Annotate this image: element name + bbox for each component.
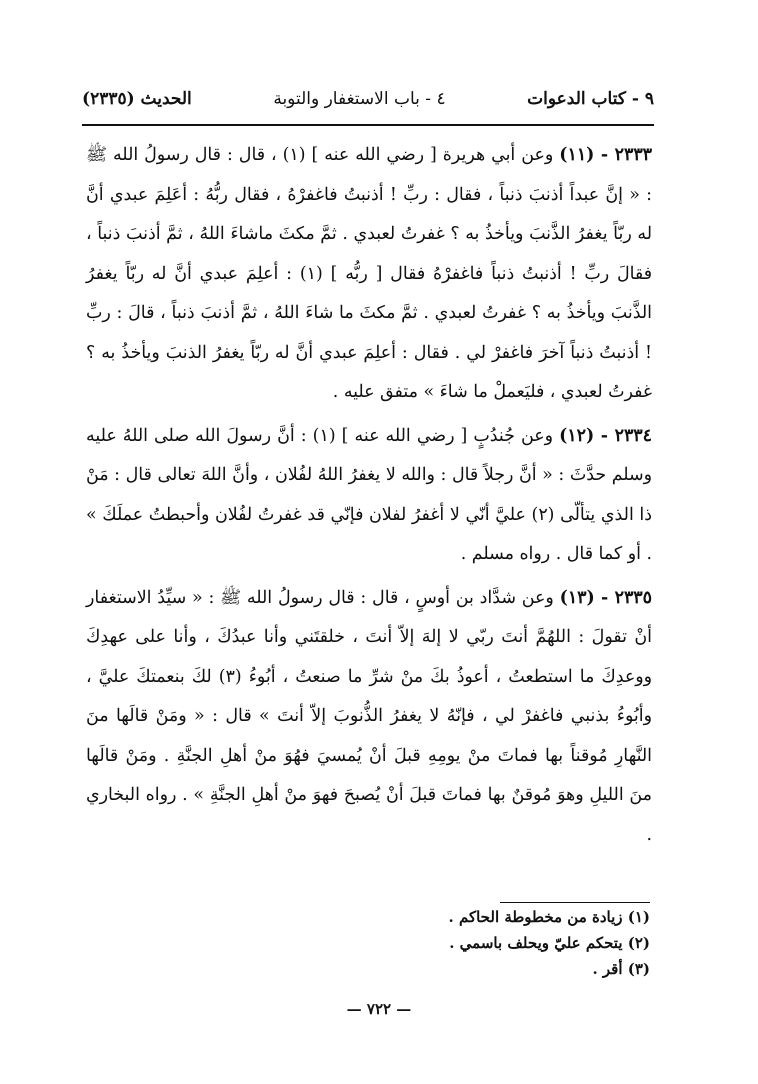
footnote-3: (٣) أقر .	[592, 960, 650, 978]
hadith-number: ٢٣٣٤ - (١٢)	[559, 425, 652, 446]
page-number: — ٧٢٢ —	[346, 1000, 412, 1018]
hadith-range: الحديث (٢٣٣٥)	[82, 89, 192, 109]
hadith-text: وعن جُندُبٍ [ رضي الله عنه ] (١) : أنَّ رسولَ الله صلى اللهُ عليه وسلم حدَّثَ : « أنَّ رجلاً قال : والله لا يغفرُ اللهُ لفُلان ، وأنَّ اللهَ تعالى قال : مَنْ ذا الذي يتألّى (٢) عليَّ أنّي لا أغفرُ لفلان فإنّي قد غفرتُ لفُلان وأحبطتُ عملَكَ » . أو كما قال .	[86, 425, 652, 564]
section-title: ٤ - باب الاستغفار والتوبة	[273, 89, 446, 109]
footnote-divider	[500, 902, 650, 903]
page-header	[82, 82, 654, 116]
hadith-entry	[86, 136, 652, 413]
footnote-1: (١) زيادة من مخطوطة الحاكم .	[448, 908, 650, 926]
header-divider	[82, 124, 654, 126]
hadith-text: وعن أبي هريرة [ رضي الله عنه ] (١) ، قال : قال رسولُ الله ﷺ : « إنَّ عبداً أذنبَ ذنباً ، فقال : ربِّ ! أذنبتُ فاغفرْهُ ، فقال ربُّهُ : أعَلِمَ عبدي أنَّ له ربّاً يغفرُ الذَّنبَ ويأخذُ به ؟ غفرتُ لعبدي . ثمَّ مكثَ ماشاءَ اللهُ ، ثمَّ أذنبَ ذنباً ، فقالَ ربِّ ! أذنبتُ ذنباً فاغفرْهُ فقال [ ربُّه ] (١) : أعلِمَ عبدي أنَّ له ربّاً يغفرُ الذَّنبَ ويأخذُ به ؟ غفرتُ لعبدي . ثمَّ مكثَ ما شاءَ اللهُ ، ثمَّ أذنبَ ذنباً ، قالَ : ربِّ ! أذنبتُ ذنباً آخرَ فاغفرْ لي . فقال : أعلِمَ عبدي أنَّ له ربّاً يغفرُ الذنبَ ويأخذُ به ؟ غفرتُ لعبدي ، فليَعملْ ما شاءَ »	[86, 145, 653, 402]
hadith-text: وعن شدَّاد بن أوسٍ ، قال : قال رسولُ الله ﷺ : « سيِّدُ الاستغفار أنْ تقولَ : اللهُمَّ أنتَ ربّي لا إلهَ إلاّ أنتَ ، خلقتَني وأنا عبدُكَ ، وأنا على عهدِكَ ووعدِكَ ما استطعتُ ، أعوذُ بكَ منْ شرِّ ما صنعتُ ، أبُوءُ (٣) لكَ بنعمتكَ عليَّ ، وأبُوءُ بذنبي فاغفرْ لي ، فإنّهُ لا يغفرُ الذُّنوبَ إلاّ أنتَ » قال : « ومَنْ قالَها منَ النَّهارِ مُوقناً بها فماتَ منْ يومِهِ قبلَ أنْ يُمسيَ فهُوَ منْ أهلِ الجنَّةِ . ومَنْ قالَها منَ الليلِ وهوَ مُوقنٌ بها فماتَ قبلَ أنْ يُصبحَ فهوَ منْ أهلِ الجنَّةِ » .	[86, 587, 652, 805]
hadith-number: ٢٣٣٣ - (١١)	[559, 145, 653, 165]
main-text	[86, 136, 652, 855]
hadith-source: متفق عليه .	[332, 382, 418, 402]
hadith-source: رواه مسلم .	[460, 544, 551, 564]
hadith-entry	[86, 579, 652, 856]
footnotes	[210, 904, 650, 982]
hadith-source: رواه البخاري .	[86, 785, 652, 845]
chapter-title: ٩ - كتاب الدعوات	[527, 89, 654, 109]
footnote-2: (٢) يتحكم عليّ ويحلف باسمي .	[449, 934, 650, 952]
hadith-entry	[86, 417, 652, 575]
hadith-number: ٢٣٣٥ - (١٣)	[559, 587, 652, 608]
